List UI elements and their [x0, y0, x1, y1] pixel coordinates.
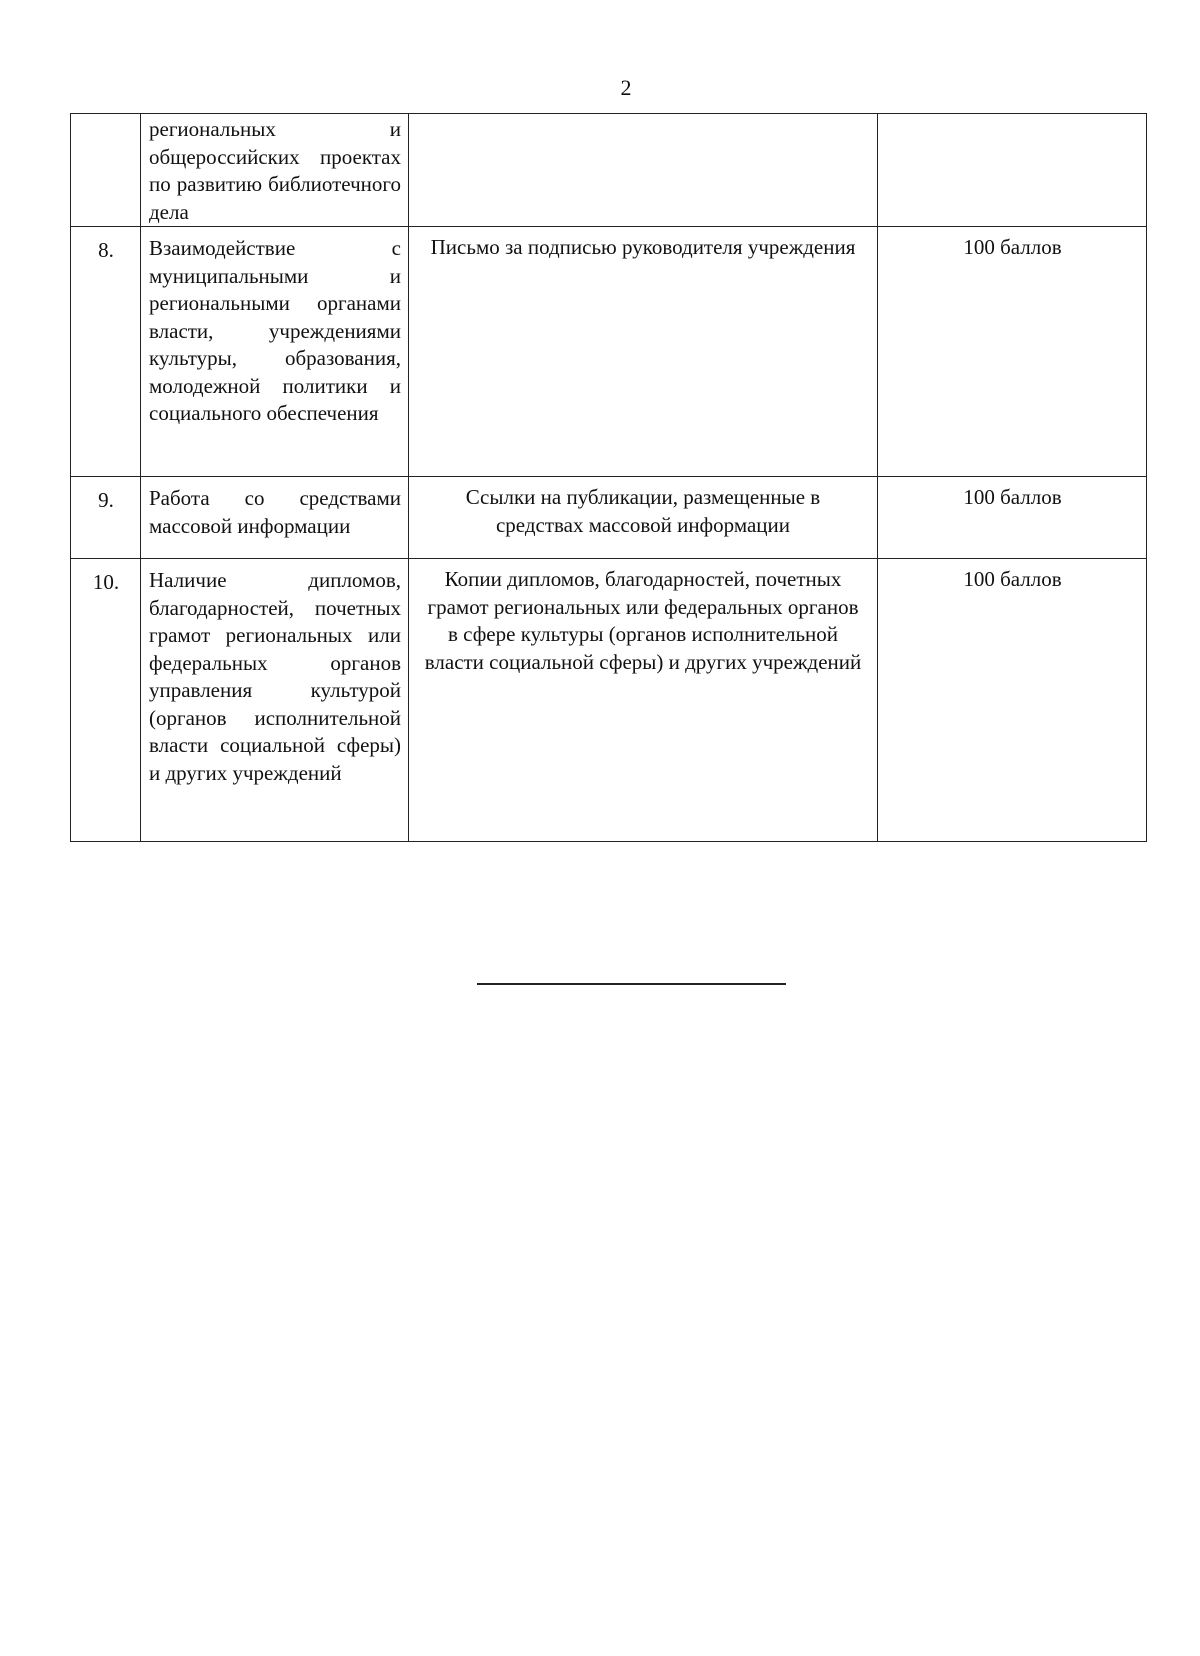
confirming-document-cell: Ссылки на публикации, размещенные в средствах массовой информации	[409, 477, 878, 559]
row-number-cell: 9.	[71, 477, 141, 559]
score-cell: 100 баллов	[878, 477, 1147, 559]
criterion-name: Наличие дипломов, благодарностей, почетных грамот региональных или федеральных органов управления культурой (органов исполнительной власти социальной сферы) и других учреждений	[149, 568, 401, 785]
criterion-name-cell	[141, 227, 409, 477]
row-number-cell: 10.	[71, 559, 141, 842]
score-cell: 100 баллов	[878, 559, 1147, 842]
table-row	[71, 227, 1147, 477]
criteria-table	[70, 113, 1147, 842]
confirming-document-cell: Копии дипломов, благодарностей, почетных грамот региональных или федеральных органов в сфере культуры (органов исполнительной власти социальной сферы) и других учреждений	[409, 559, 878, 842]
score-cell	[878, 114, 1147, 227]
criterion-name: Взаимодействие с муниципальными и региональными органами власти, учреждениями культуры, образования, молодежной политики и социального обеспечения	[149, 236, 401, 425]
confirming-document-cell	[409, 114, 878, 227]
criterion-name-cell	[141, 114, 409, 227]
criterion-name-cell	[141, 477, 409, 559]
table-row	[71, 477, 1147, 559]
confirming-document-cell: Письмо за подписью руководителя учреждения	[409, 227, 878, 477]
row-number-cell	[71, 114, 141, 227]
table-row	[71, 114, 1147, 227]
criterion-name: Работа со средствами массовой информации	[149, 486, 401, 538]
row-number-cell: 8.	[71, 227, 141, 477]
criterion-name: региональных и общероссийских проектах по развитию библиотечного дела	[149, 117, 401, 224]
score-cell: 100 баллов	[878, 227, 1147, 477]
table-row	[71, 559, 1147, 842]
criterion-name-cell	[141, 559, 409, 842]
document-end-rule	[477, 983, 786, 985]
page-number: 2	[620, 75, 632, 100]
